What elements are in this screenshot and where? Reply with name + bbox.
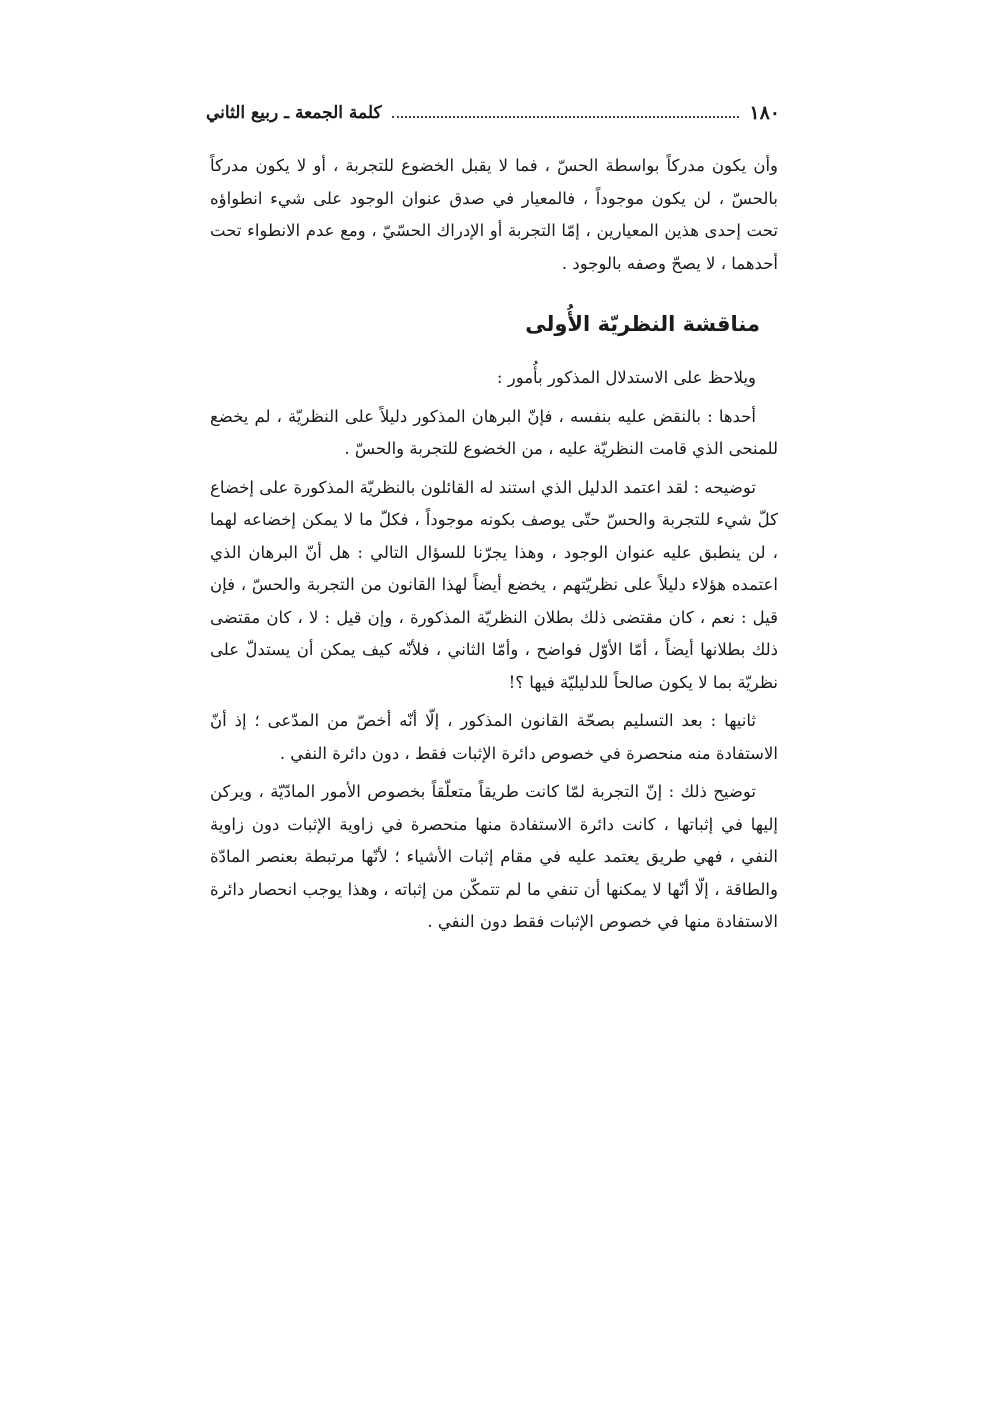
running-title: كلمة الجمعة ـ ربيع الثاني: [206, 103, 382, 123]
page-body: [210, 150, 778, 939]
body-paragraph: ويلاحظ على الاستدلال المذكور بأُمور :: [496, 368, 756, 387]
body-paragraph: ثانيها : بعد التسليم بصحّة القانون المذكور ، إلّا أنّه أخصّ من المدّعى ؛ إذ أنّ الاستفادة منه منحصرة في خصوص دائرة الإثبات فقط ، دون دائرة النفي .: [210, 711, 778, 763]
page-header: [206, 96, 780, 130]
body-paragraph: أحدها : بالنقض عليه بنفسه ، فإنّ البرهان المذكور دليلاً على النظريّة ، لم يخضع للمنحى الذي قامت النظريّة عليه ، من الخضوع للتجربة والحسّ .: [210, 406, 778, 458]
intro-paragraph: وأن يكون مدركاً بواسطة الحسّ ، فما لا يقبل الخضوع للتجربة ، أو لا يكون مدركاً بالحسّ ، لن يكون موجوداً ، فالمعيار في صدق عنوان الوجود على شيء انطواؤه تحت إحدى هذين المعيارين ، إمّا التجربة أو الإدراك الحسّيّ ، ومع عدم الانطواء تحت أحدهما ، لا يصحّ وصفه بالوجود .: [210, 156, 778, 273]
dotted-leader: [392, 116, 740, 118]
body-paragraph: توضيح ذلك : إنّ التجربة لمّا كانت طريقاً متعلّقاً بخصوص الأمور المادّيّة ، ويركن إليها في إثباتها ، كانت دائرة الاستفادة منها منحصرة في زاوية الإثبات دون زاوية النفي ، فهي طريق يعتمد عليه في مقام إثبات الأشياء ؛ لأنّها مرتبطة بعنصر المادّة والطاقة ، إلّا أنّها لا يمكنها أن تنفي ما لم تتمكّن من إثباته ، وهذا يوجب انحصار دائرة الاستفادة منها في خصوص الإثبات فقط دون النفي .: [210, 782, 778, 931]
body-paragraph: توضيحه : لقد اعتمد الدليل الذي استند له القائلون بالنظريّة المذكورة على إخضاع كلّ شيء للتجربة والحسّ حتّى يوصف بكونه موجوداً ، فكلّ ما لا يمكن إخضاعه لهما ، لن ينطبق عليه عنوان الوجود ، وهذا يجرّنا للسؤال التالي : هل أنّ البرهان الذي اعتمده هؤلاء دليلاً على نظريّتهم ، يخضع أيضاً لهذا القانون من التجربة والحسّ ، فإن قيل : نعم ، كان مقتضى ذلك بطلان النظريّة المذكورة ، وإن قيل : لا ، كان مقتضى ذلك بطلانها أيضاً ، أمّا الأوّل فواضح ، وأمّا الثاني ، فلأنّه كيف يمكن أن يستدلّ على نظريّة بما لا يكون صالحاً للدليليّة فيها ؟!: [210, 477, 778, 692]
section-heading: مناقشة النظريّة الأُولى: [525, 312, 760, 336]
page-number: ١٨٠: [749, 102, 780, 124]
